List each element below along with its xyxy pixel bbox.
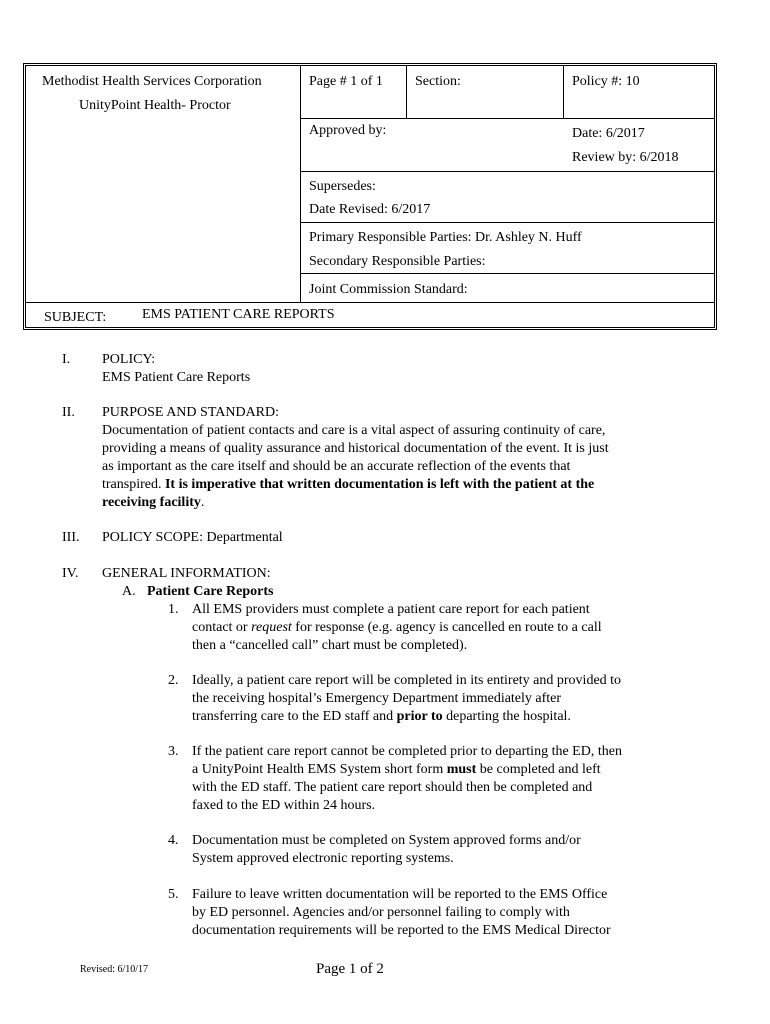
paragraph-text: transpired. [102, 477, 165, 492]
divider [406, 66, 407, 119]
list-item-text: departing the hospital. [442, 709, 571, 724]
footer-page-number: Page 1 of 2 [316, 961, 384, 977]
list-item-line: documentation requirements will be reported to the EMS Medical Director [192, 923, 611, 938]
divider [300, 171, 714, 172]
section-text: POLICY SCOPE: Departmental [102, 530, 283, 545]
list-item-number: 3. [168, 744, 179, 759]
divider [300, 118, 714, 119]
subject-label: SUBJECT: [44, 310, 107, 325]
list-item-line: If the patient care report cannot be completed prior to departing the ED, then [192, 744, 622, 759]
section-title: PURPOSE AND STANDARD: [102, 405, 280, 420]
list-item-line [192, 708, 662, 726]
list-item-text: for response (e.g. agency is cancelled en route to a call [291, 620, 602, 635]
section-label: Section: [415, 74, 461, 89]
section-title: POLICY: [102, 352, 156, 367]
divider [300, 222, 714, 223]
section-text: EMS Patient Care Reports [102, 370, 251, 385]
footer-revised-date: Revised: 6/10/17 [80, 964, 149, 975]
emphasis-text: It is imperative that written documentation is left with the patient at the [164, 477, 595, 492]
paragraph-line [102, 494, 662, 512]
section-number: IV. [62, 566, 79, 581]
subject-value: EMS PATIENT CARE REPORTS [142, 307, 335, 322]
list-item-line [192, 619, 662, 637]
org-facility: UnityPoint Health- Proctor [79, 98, 231, 113]
list-item-number: 2. [168, 673, 179, 688]
paragraph-line: as important as the care itself and should be an accurate reflection of the events that [102, 459, 571, 474]
approved-by: Approved by: [309, 123, 387, 138]
emphasis-text: must [446, 762, 477, 777]
org-name: Methodist Health Services Corporation [42, 74, 262, 89]
secondary-responsible-parties: Secondary Responsible Parties: [309, 254, 486, 269]
list-item-line: Documentation must be completed on System approved forms and/or [192, 833, 581, 848]
subsection-title-text: Patient Care Reports [147, 584, 274, 599]
divider [563, 66, 564, 119]
divider [300, 273, 714, 274]
list-item-line: Failure to leave written documentation will be reported to the EMS Office [192, 887, 608, 902]
divider [26, 302, 714, 303]
policy-number: Policy #: 10 [572, 74, 640, 89]
paragraph-line: providing a means of quality assurance and historical documentation of the event. It is just [102, 441, 609, 456]
list-item-number: 1. [168, 602, 179, 617]
review-date: Review by: 6/2018 [572, 150, 679, 165]
date-revised: Date Revised: 6/2017 [309, 202, 431, 217]
list-item-number: 4. [168, 833, 179, 848]
list-item-line: with the ED staff. The patient care report should then be completed and [192, 780, 593, 795]
policy-date: Date: 6/2017 [572, 126, 645, 141]
list-item-number: 5. [168, 887, 179, 902]
list-item-line: then a “cancelled call” chart must be completed). [192, 638, 468, 653]
emphasis-text: receiving facility [102, 495, 201, 510]
supersedes: Supersedes: [309, 179, 376, 194]
section-number: I. [62, 352, 71, 367]
list-item-line: Ideally, a patient care report will be completed in its entirety and provided to [192, 673, 622, 688]
italic-text: request [251, 620, 292, 635]
joint-commission-standard: Joint Commission Standard: [309, 282, 468, 297]
emphasis-text: prior to [396, 709, 443, 724]
list-item-line: by ED personnel. Agencies and/or personnel failing to comply with [192, 905, 570, 920]
subsection-label: A. [122, 584, 136, 599]
list-item-text: transferring care to the ED staff and [192, 709, 397, 724]
section-title: GENERAL INFORMATION: [102, 566, 271, 581]
section-number: II. [62, 405, 75, 420]
divider [300, 66, 301, 302]
list-item-line [192, 761, 662, 779]
primary-responsible-parties: Primary Responsible Parties: Dr. Ashley N. Huff [309, 230, 582, 245]
paragraph-line: Documentation of patient contacts and care is a vital aspect of assuring continuity of care, [102, 423, 606, 438]
list-item-line: System approved electronic reporting systems. [192, 851, 454, 866]
page-number: Page # 1 of 1 [309, 74, 383, 89]
list-item-text: contact or [192, 620, 252, 635]
paragraph-line [102, 476, 662, 494]
section-number: III. [62, 530, 80, 545]
list-item-line: the receiving hospital’s Emergency Department immediately after [192, 691, 562, 706]
paragraph-text: . [200, 495, 205, 510]
list-item-text: be completed and left [476, 762, 601, 777]
list-item-line: All EMS providers must complete a patient care report for each patient [192, 602, 590, 617]
subsection-title [147, 583, 274, 601]
list-item-line: faxed to the ED within 24 hours. [192, 798, 376, 813]
list-item-text: a UnityPoint Health EMS System short form [192, 762, 447, 777]
